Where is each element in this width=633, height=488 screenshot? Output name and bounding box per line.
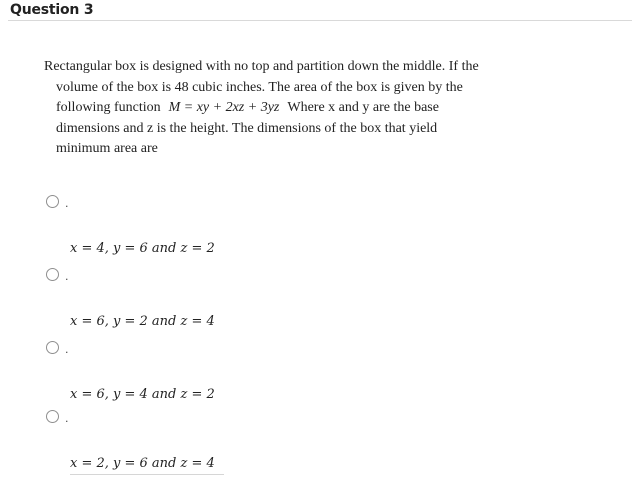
question-text-line-5: minimum area are (56, 141, 158, 156)
answer-option-3-text (70, 387, 215, 402)
question-text-line-1: Rectangular box is designed with no top and partition down the middle. If the (44, 59, 479, 74)
answer-text: x = 6, y = 2 and z = 4 (70, 314, 215, 329)
question-text-line-3a: following function (56, 100, 161, 115)
answer-option-4[interactable] (46, 408, 446, 428)
question-text-line-3b: Where x and y are the base (287, 100, 439, 115)
radio-button[interactable] (46, 410, 59, 423)
question-text-line-2: volume of the box is 48 cubic inches. The area of the box is given by the (56, 79, 463, 95)
radio-button[interactable] (46, 341, 59, 354)
answer-text: x = 4, y = 6 and z = 2 (70, 241, 215, 256)
answer-option-1[interactable] (46, 193, 446, 213)
answer-option-2[interactable] (46, 266, 446, 286)
answer-text: x = 6, y = 4 and z = 2 (70, 387, 215, 402)
option-marker: . (65, 270, 69, 283)
answer-option-3[interactable] (46, 339, 446, 359)
answer-text: x = 2, y = 6 and z = 4 (70, 456, 215, 471)
answer-option-1-text (70, 241, 215, 256)
answer-option-4-text (70, 456, 215, 471)
answer-divider (70, 474, 224, 475)
option-marker: . (65, 197, 69, 210)
option-marker: . (65, 412, 69, 425)
answer-option-2-text (70, 314, 215, 329)
radio-button[interactable] (46, 195, 59, 208)
question-title: Question 3 (10, 2, 94, 18)
question-text-line-4: dimensions and z is the height. The dimensions of the box that yield (56, 120, 438, 136)
radio-button[interactable] (46, 268, 59, 281)
area-function-formula: M = xy + 2xz + 3yz (168, 100, 280, 115)
question-text (44, 57, 534, 160)
question-text-line-3 (44, 98, 534, 119)
option-marker: . (65, 343, 69, 356)
question-header (8, 0, 632, 21)
